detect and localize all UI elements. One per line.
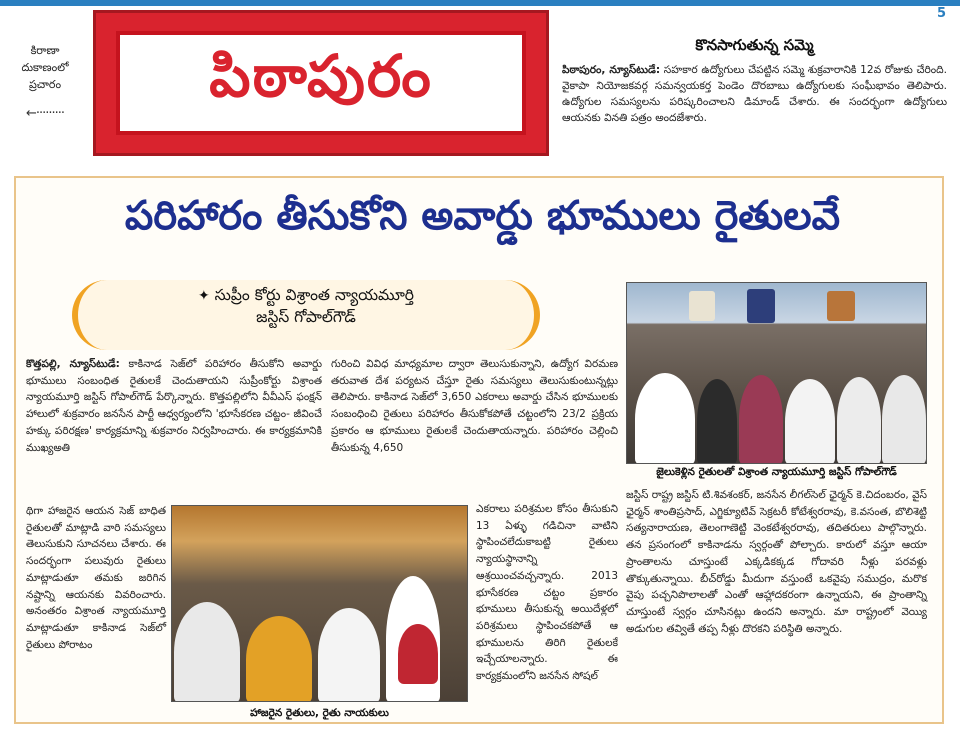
brief-text: సహకార ఉద్యోగులు చేపట్టిన సమ్మె శుక్రవారానికి 12వ రోజుకు చేరింది. వైకాపా నియోజకవర్గ సమన్వయకర్త పెండెం దొరబాబు ఉద్యోగులకు సంఘీభావం తెలిపారు. ఉద్యోగుల సమస్యలను పరిష్కరించాలని డిమాండ్ చేశారు. ఈ సందర్భంగా ఉద్యోగులు ఆయనకు వినతి పత్రం అందజేశారు. <box>562 64 947 124</box>
top-color-rule <box>0 0 960 6</box>
stage-photo[interactable] <box>626 282 927 464</box>
subhead-line-1: సుప్రీం కోర్టు విశ్రాంత న్యాయమూర్తి <box>214 286 414 304</box>
subhead-line-2: జస్టిస్ గోపాల్‌గౌడ్ <box>256 308 356 326</box>
story-headline: పరిహారం తీసుకోని అవార్డు భూములు రైతులవే <box>124 193 841 239</box>
side-teaser-line: ప్రచారం <box>28 78 62 91</box>
person-figure <box>837 377 881 464</box>
stage-photo-caption: జైలుకెళ్లిన రైతులతో విశ్రాంత న్యాయమూర్తి జస్టిస్ గోపాల్‌గౌడ్ <box>656 466 897 478</box>
person-figure <box>246 616 312 702</box>
left-arrow-icon: ←········· <box>25 106 65 121</box>
person-figure <box>635 373 695 464</box>
article-dateline: కొత్తపల్లి, న్యూస్‌టుడే: <box>26 358 120 370</box>
article-col1-text: కాకినాడ సెజ్‌లో పరిహారం తీసుకోని అవార్డు భూములు సంబంధిత రైతులకే చెందుతాయని సుప్రీంకోర్టు విశ్రాంత న్యాయమూర్తి జస్టిస్ గోపాల్‌గౌడ్ పేర్కొన్నారు. కొత్తపల్లిలోని వీవీఎస్ ఫంక్షన్ హాలులో శుక్రవారం జనసేన పార్టీ ఆధ్వర్యంలోని 'భూసేకరణ చట్టం- జీవించే హక్కు పరిరక్షణ' కార్యక్రమాన్ని శుక్రవారం నిర్వహించారు. ఈ కార్యక్రమానికి ముఖ్యఅతి <box>26 358 322 454</box>
subhead-banner <box>72 280 540 350</box>
article-column-2-narrow: ఎకరాలు పరిశ్రమల కోసం తీసుకుని 13 ఏళ్ళు గడిచినా వాటిని స్థాపించలేదుకాబట్టి రైతులు న్యాయస్థానాన్ని ఆశ్రయించవచ్చన్నారు. 2013 భూసేకరణ చట్టం ప్రకారం భూములు తీసుకున్న అయిదేళ్లలో పరిశ్రమలు స్థాపించకపోతే ఆ భూములను తిరిగి రైతులకే ఇచ్చేయాలన్నారు. ఈ కార్యక్రమంలోని జనసేన సోషల్ <box>476 503 618 683</box>
masthead-frame <box>116 31 526 135</box>
star-bullet-icon: ✦ <box>197 288 210 304</box>
person-figure <box>785 379 835 464</box>
person-figure <box>882 375 926 464</box>
news-brief <box>562 36 947 126</box>
portrait-banner-image <box>689 291 715 321</box>
red-chair <box>398 624 438 684</box>
portrait-banner-image <box>827 291 855 321</box>
brief-dateline: పిఠాపురం, న్యూస్‌టుడే: <box>562 64 661 76</box>
person-figure <box>174 602 240 702</box>
person-figure <box>739 375 783 464</box>
article-column-1 <box>26 356 322 456</box>
subhead-text <box>98 286 514 330</box>
person-figure <box>697 379 737 464</box>
audience-photo[interactable] <box>171 505 468 702</box>
audience-photo-caption: హాజరైన రైతులు, రైతు నాయకులు <box>250 707 389 719</box>
side-teaser-line: కిరాణా <box>30 44 60 57</box>
brief-body <box>562 62 947 126</box>
masthead <box>93 10 549 156</box>
article-column-2: గురించి వివిధ మాధ్యమాల ద్వారా తెలుసుకున్నాని, ఉద్యోగ విరమణ తరువాత దేశ పర్యటన చేస్తూ రైతు సమస్యలు తెలుసుకుంటున్నట్లు తెలిపారు. కాకినాడ సెజ్‌లో 3,650 ఎకరాలు అవార్డు చేసిన భూములకు సంబంధించి రైతులు పరిహారం తీసుకోకపోతే చట్టంలోని 23/2 ప్రక్రియ ప్రకారం ఆ భూములు రైతులకే చెందుతాయన్నారు. పరిహారం చెల్లించి తీసుకున్న 4,650 <box>331 358 618 454</box>
portrait-banner-image <box>747 289 775 323</box>
article-column-1-narrow: థిగా హాజరైన ఆయన సెజ్ బాధిత రైతులతో మాట్లాడి వారి సమస్యలు తెలుసుకుని సూచనలు చేశారు. ఈ సందర్భంగా పలువురు రైతులు మాట్లాడుతూ తమకు జరిగిన నష్టాన్ని ఆయనకు వివరించారు. అనంతరం విశ్రాంత న్యాయమూర్తి మాట్లాడుతూ కాకినాడ సెజ్‌లో రైతులు పోరాటం <box>26 505 166 651</box>
article-column-3: జస్టిస్ రాష్ట్ర జస్టిస్ టి.శివశంకర్, జనసేన లీగల్‌సెల్ ఛైర్మన్ కె.చిదంబరం, వైస్ ఛైర్మన్ శాంతిప్రసాద్, ఎగ్జిక్యూటివ్ సెక్రటరీ కోటేశ్వరరావు, కె.వసంత, బొలిశెట్టి సత్యనారాయణ, తెలంగాణెట్టి వెంకటేశ్వరరావు, తదితరులు పాల్గొన్నారు. తన ప్రసంగంలో కాకినాడను స్వర్గంతో పోల్చారు. కారులో వస్తూ ఆయా ప్రాంతాలను చూస్తుంటే ఎక్కడికక్కడ గోదావరి నీళ్లు పరవళ్లు తొక్కుతున్నాయి. బీచ్‌రోడ్డు మీదుగా వస్తుంటే ఒకవైపు సముద్రం, మరొక వైపు పచ్చనిపొలాలతో ఎంతో ఆహ్లాదకరంగా ఉన్నాయని, ఈ ప్రాంతాన్ని చూస్తుంటే స్వర్గం చూసినట్లు ఉందని అన్నారు. మా రాష్ట్రంలో వెయ్యి అడుగుల తవ్వితే తప్ప నీళ్లు దొరకని పరిస్థితి అన్నారు. <box>626 489 927 635</box>
brief-headline: కొనసాగుతున్న సమ్మె <box>695 36 814 54</box>
side-teaser[interactable] <box>6 42 84 122</box>
page-number: 5 <box>936 6 946 21</box>
person-figure <box>318 608 380 702</box>
side-teaser-line: దుకాణంలో <box>21 61 69 74</box>
masthead-title: పిఠాపురం <box>209 41 433 110</box>
